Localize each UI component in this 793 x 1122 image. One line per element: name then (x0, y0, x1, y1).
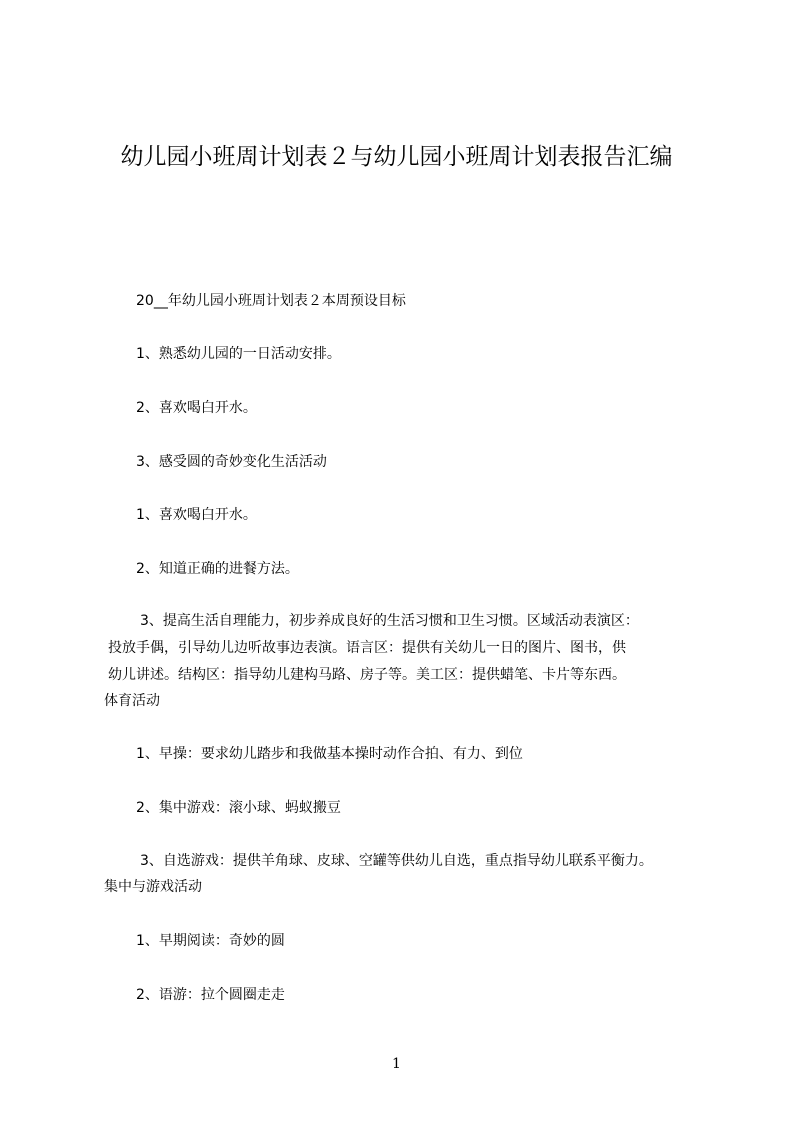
paragraph-life-2: 2、知道正确的进餐方法。 (136, 561, 299, 577)
block1-line-3: 幼儿讲述。结构区：指导幼儿建构马路、房子等。美工区：提供蜡笔、卡片等东西。 (108, 667, 626, 683)
paragraph-goal-3: 3、感受圆的奇妙变化生活活动 (136, 454, 327, 470)
block1-line-2: 投放手偶，引导幼儿边听故事边表演。语言区：提供有关幼儿一日的图片、图书，供 (108, 640, 626, 656)
block1-line-1: 3、提高生活自理能力，初步养成良好的生活习惯和卫生习惯。区域活动表演区： (140, 613, 639, 629)
paragraph-goal-1: 1、熟悉幼儿园的一日活动安排。 (136, 346, 341, 362)
block1-line-4: 体育活动 (104, 693, 160, 709)
document-title: 幼儿园小班周计划表２与幼儿园小班周计划表报告汇编 (120, 144, 673, 170)
paragraph-group-1: 1、早期阅读：奇妙的圆 (136, 933, 285, 949)
block2-line-1: 3、自选游戏：提供羊角球、皮球、空罐等供幼儿自选，重点指导幼儿联系平衡力。 (140, 853, 653, 869)
block2-line-2: 集中与游戏活动 (104, 879, 202, 895)
paragraph-life-1: 1、喜欢喝白开水。 (136, 507, 257, 523)
paragraph-group-2: 2、语游：拉个圆圈走走 (136, 987, 285, 1003)
paragraph-pe-2: 2、集中游戏：滚小球、蚂蚁搬豆 (136, 800, 341, 816)
paragraph-pe-1: 1、早操：要求幼儿踏步和我做基本操时动作合拍、有力、到位 (136, 746, 523, 762)
paragraph-goal-2: 2、喜欢喝白开水。 (136, 400, 257, 416)
paragraph-goals-heading: 20__年幼儿园小班周计划表２本周预设目标 (136, 293, 406, 309)
page-number: 1 (392, 1056, 401, 1072)
